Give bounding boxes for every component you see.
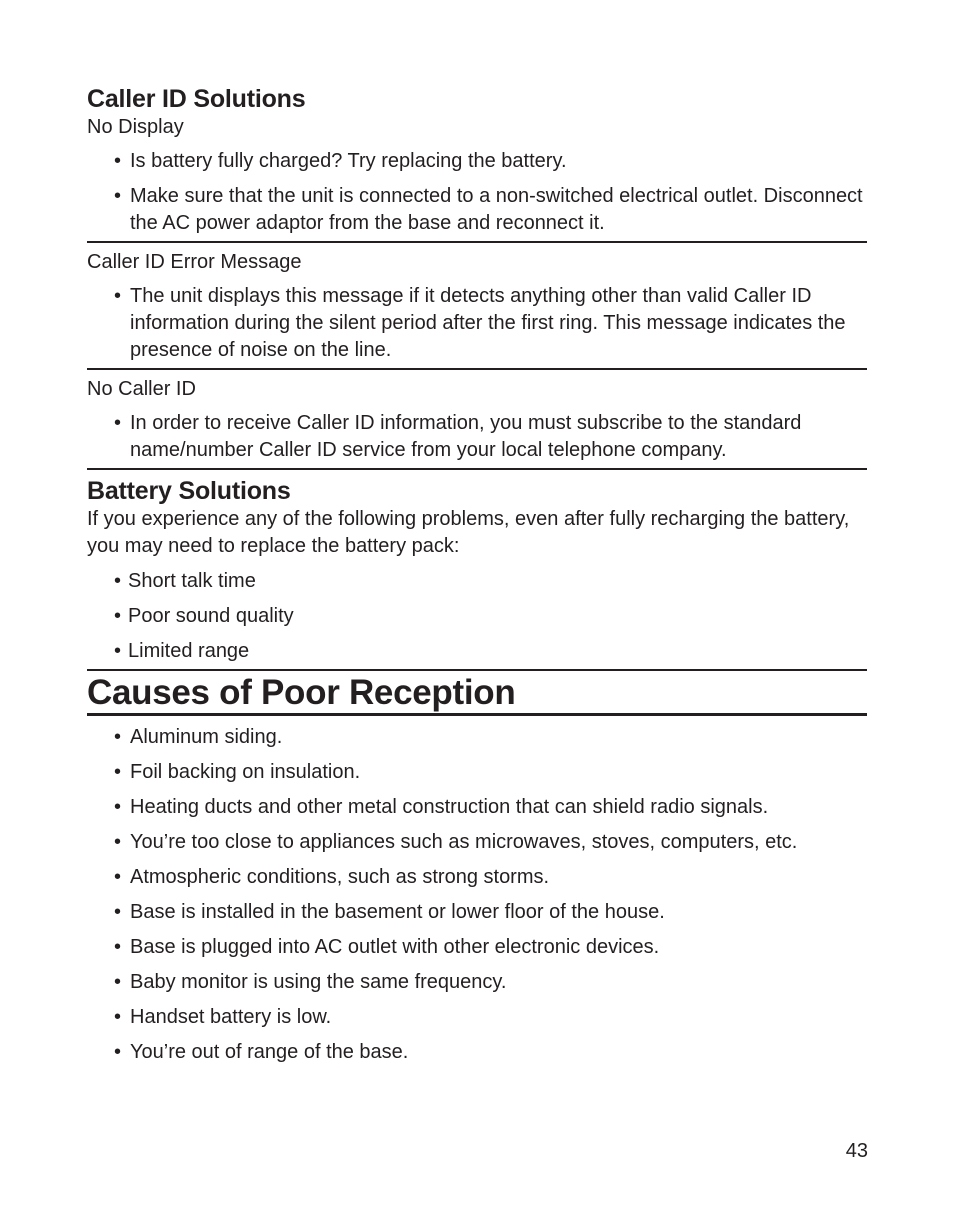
battery-list bbox=[87, 568, 867, 665]
list-item: • Base is installed in the basement or lower floor of the house. bbox=[87, 899, 867, 926]
caller-id-heading: Caller ID Solutions bbox=[87, 85, 306, 113]
no-caller-id-label: No Caller ID bbox=[87, 378, 196, 400]
divider bbox=[87, 669, 867, 671]
list-item: • Heating ducts and other metal construction that can shield radio signals. bbox=[87, 794, 867, 821]
reception-list bbox=[87, 724, 867, 1066]
list-item: • Aluminum siding. bbox=[87, 724, 867, 751]
no-display-list bbox=[87, 148, 867, 237]
list-item: • Limited range bbox=[87, 638, 867, 665]
list-item: • Is battery fully charged? Try replacing the battery. bbox=[87, 148, 867, 175]
manual-page bbox=[87, 84, 867, 1066]
divider bbox=[87, 468, 867, 470]
list-item: • Poor sound quality bbox=[87, 603, 867, 630]
list-item: • Base is plugged into AC outlet with other electronic devices. bbox=[87, 934, 867, 961]
list-item: • In order to receive Caller ID information, you must subscribe to the standard name/number Caller ID service from your local telephone company. bbox=[87, 410, 867, 464]
battery-intro: If you experience any of the following problems, even after fully recharging the battery, you may need to replace the battery pack: bbox=[87, 508, 850, 557]
no-display-label: No Display bbox=[87, 116, 184, 138]
divider bbox=[87, 368, 867, 370]
heading-underline bbox=[87, 713, 867, 716]
list-item: • Baby monitor is using the same frequency. bbox=[87, 969, 867, 996]
list-item: • Foil backing on insulation. bbox=[87, 759, 867, 786]
list-item: • Handset battery is low. bbox=[87, 1004, 867, 1031]
list-item: • You’re out of range of the base. bbox=[87, 1039, 867, 1066]
page-number: 43 bbox=[845, 1140, 868, 1162]
list-item: • Short talk time bbox=[87, 568, 867, 595]
no-caller-id-list bbox=[87, 410, 867, 464]
list-item: • Atmospheric conditions, such as strong storms. bbox=[87, 864, 867, 891]
error-message-label: Caller ID Error Message bbox=[87, 251, 302, 273]
list-item: • The unit displays this message if it detects anything other than valid Caller ID information during the silent period after the first ring. This message indicates the presence of noise on the line. bbox=[87, 283, 867, 364]
battery-heading: Battery Solutions bbox=[87, 477, 291, 505]
error-message-list bbox=[87, 283, 867, 364]
divider bbox=[87, 241, 867, 243]
list-item: • Make sure that the unit is connected to a non-switched electrical outlet. Disconnect the AC power adaptor from the base and reconnect it. bbox=[87, 183, 867, 237]
list-item: • You’re too close to appliances such as microwaves, stoves, computers, etc. bbox=[87, 829, 867, 856]
reception-heading: Causes of Poor Reception bbox=[87, 673, 516, 712]
